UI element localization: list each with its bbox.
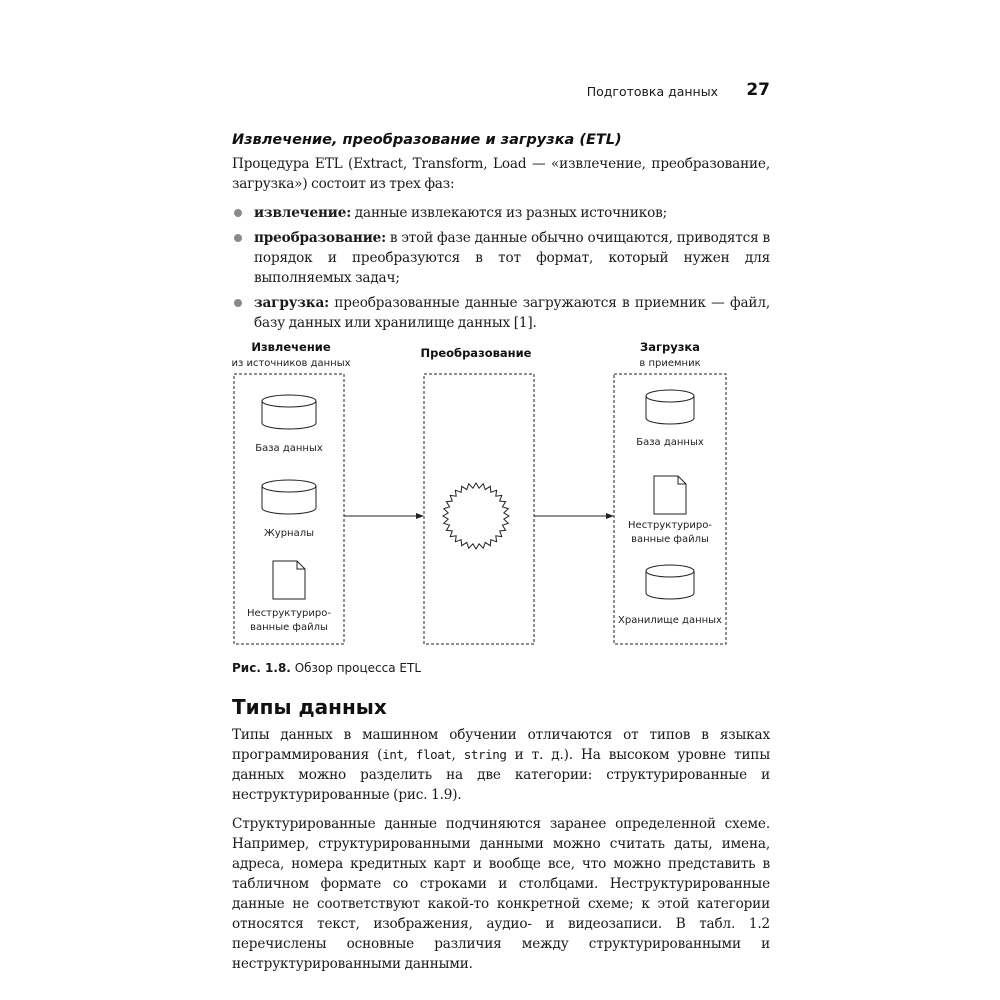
p1-separator: ,	[451, 747, 464, 763]
p1-text-start: Типы данных в машинном обучении отличаются от типов в языках программирования (	[232, 727, 770, 763]
phase-item-transform	[232, 228, 770, 288]
phase-term: извлечение:	[254, 205, 352, 221]
phase-item-extract	[232, 203, 770, 223]
arrowhead-icon	[606, 513, 614, 519]
code-int: int	[382, 747, 404, 762]
code-string: string	[463, 747, 507, 762]
phase-text: данные извлекаются из разных источников;	[351, 205, 668, 221]
phase-item-load	[232, 293, 770, 333]
file-icon	[273, 561, 305, 599]
extract-subtitle: из источников данных	[232, 358, 351, 369]
etl-diagram	[232, 338, 770, 648]
extract-logs-label: Журналы	[264, 528, 314, 539]
p1-separator: ,	[403, 747, 416, 763]
data-types-section	[232, 695, 770, 974]
data-types-paragraph-2: Структурированные данные подчиняются заранее определенной схеме. Например, структурированными данными можно считать даты, имена, адреса, номера кредитных карт и вообще все, что можно представить в табличном формате со строками и столбцами. Неструктурированные данные не соответствуют какой-то конкретной схеме; к этой категории относятся текст, изображения, аудио- и видеозаписи. В табл. 1.2 перечислены основные различия между структурированными и неструктурированными данными.	[232, 816, 770, 972]
extract-files-label-line1: Неструктуриро-	[247, 608, 331, 619]
warehouse-database-icon	[646, 565, 694, 599]
page-header	[232, 80, 770, 104]
load-title: Загрузка	[640, 340, 700, 354]
logs-database-icon	[262, 480, 316, 514]
load-warehouse-label: Хранилище данных	[618, 615, 722, 626]
p1-text-end: и т. д.). На высоком уровне типы данных можно разделить на две категории: структурированные и неструктурированные (рис. 1.9).	[232, 747, 770, 803]
code-float: float	[415, 747, 452, 762]
etl-section	[232, 132, 770, 338]
transform-title: Преобразование	[420, 346, 532, 360]
running-title: Подготовка данных	[586, 84, 718, 99]
extract-files-label-line2: ванные файлы	[250, 622, 328, 633]
figure-caption-text: Обзор процесса ETL	[290, 661, 422, 675]
phase-term: загрузка:	[254, 295, 329, 311]
database-icon	[262, 395, 316, 429]
phase-term: преобразование:	[254, 230, 386, 246]
data-types-heading: Типы данных	[232, 695, 387, 719]
load-subtitle: в приемник	[639, 358, 701, 369]
load-files-label-line2: ванные файлы	[631, 534, 709, 545]
etl-phase-list	[232, 203, 770, 333]
bullet-icon	[234, 209, 242, 217]
database-icon	[646, 390, 694, 424]
arrowhead-icon	[416, 513, 424, 519]
transform-starburst-icon	[443, 483, 509, 549]
load-files-label-line1: Неструктуриро-	[628, 520, 712, 531]
file-icon	[654, 476, 686, 514]
extract-db-label: База данных	[255, 443, 323, 454]
phase-text: преобразованные данные загружаются в приемник — файл, базу данных или хранилище данных [1].	[254, 295, 770, 331]
etl-diagram-svg	[232, 338, 770, 648]
figure-caption-label: Рис. 1.8.	[232, 661, 291, 675]
load-db-label: База данных	[636, 437, 704, 448]
bullet-icon	[234, 234, 242, 242]
figure-caption	[232, 661, 421, 675]
etl-heading: Извлечение, преобразование и загрузка (ETL)	[232, 132, 622, 148]
data-types-paragraph-1	[232, 725, 770, 805]
bullet-icon	[234, 299, 242, 307]
phase-text: в этой фазе данные обычно очищаются, приводятся в порядок и преобразуются в тот формат, который нужен для выполняемых задач;	[254, 230, 770, 286]
extract-title: Извлечение	[251, 340, 331, 354]
etl-intro: Процедура ETL (Extract, Transform, Load — «извлечение, преобразование, загрузка») состоит из трех фаз:	[232, 156, 770, 192]
page-number: 27	[746, 80, 770, 100]
